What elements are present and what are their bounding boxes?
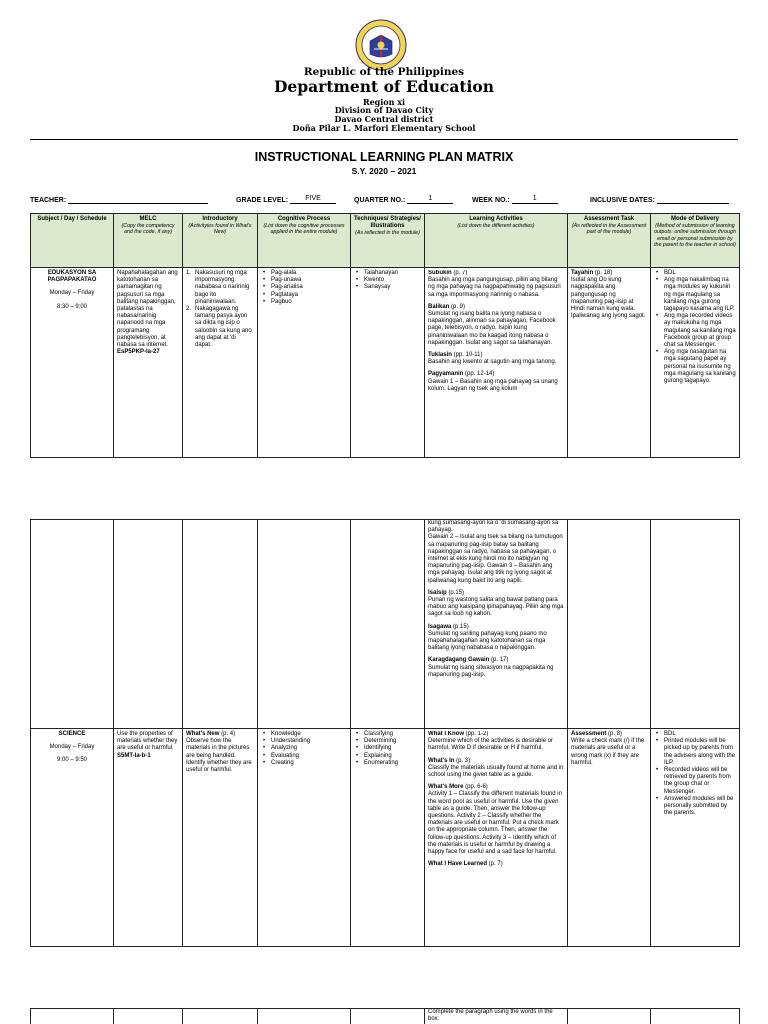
assessment-page: (p. 18) (593, 270, 613, 276)
list-item: 2. Nakagagawa ng tamang pasya ayon sa dikta ng isip o saloobin sa kung ano ang dapat at 'di dapat. (186, 306, 252, 349)
list-item: • Pag-unawa (261, 277, 347, 284)
quarter-field (354, 195, 453, 204)
subject-time: 8:30 – 9:00 (56, 303, 88, 310)
subject-cell (31, 520, 114, 729)
activity-block: kung sumasang-ayon ka o 'di sumasang-ayon sa pahayag. (428, 520, 559, 534)
list-item: • Ang mga recorded videos ay makukuha ng mga magulang sa kanilang mga Facebook group at group chat sa Messenger. (654, 313, 736, 349)
list-item: • Identifying (354, 745, 421, 752)
subject-days: Monday – Friday (49, 290, 95, 297)
list-item: • Pagtataya (261, 292, 347, 299)
assessment-heading: Assessment (571, 731, 607, 737)
activity-block: Tuklasin (pp. 10-11) Basahin ang kwento at sagutin ang mga tanong. (428, 352, 557, 366)
melc-cell (114, 729, 183, 947)
quarter-value: 1 (407, 195, 453, 204)
intro-page: (p. 4) (219, 731, 236, 737)
activity-block: What's In (p. 3) Classify the materials usually found at home and in school using the given table as a guide. (428, 757, 564, 779)
techniques-cell (351, 729, 425, 947)
list-item: 1. Nakasusuri ng mga impormasyong nababasa o naririnig bago ito pinaniniwalaan. (186, 270, 250, 305)
list-item: • Printed modules will be picked up by parents from the advisers along with the ILP. (654, 738, 736, 767)
activity-block: Isaisip (p.15) Punan ng wastong salita ang bawat patlang para mabuo ang kaisipang ipinapahayag. Piliin ang mga sagot sa loob ng kahon. (428, 589, 564, 618)
activity-block: What I Have Learned (p. 7) (428, 861, 503, 868)
activity-block: What I Know (pp. 1-2) Determine which of the activities is desirable or harmful. Write D if desirable or H if harmful. (428, 731, 554, 752)
assessment-cell (568, 1009, 651, 1024)
list-item: • Ang mga nasagutan na mga sagutang papel ay personal na isusumite ng mga magulang sa kanilang gurong tagapayo. (654, 349, 736, 385)
week-field (472, 195, 558, 204)
list-item: • Knowledge (261, 731, 347, 738)
header-divider (30, 139, 738, 140)
school-year: S.Y. 2020 – 2021 (351, 166, 417, 176)
melc-cell (114, 268, 183, 458)
assessment-text: Write a check mark (/) if the materials are useful or a wrong mark (x) if they are harmful. (571, 738, 645, 766)
header-republic: Republic of the Philippines (303, 66, 465, 78)
list-item: • Pagbuo (261, 299, 347, 306)
activity-block: Pagyamanin (pp. 12-14) Gawain 1 – Basahin ang mga pahayag sa unang kolum. Lagyan ng tsek ang kolum (428, 371, 558, 392)
teacher-field (30, 195, 208, 204)
teacher-value (68, 195, 208, 204)
quarter-label: QUARTER NO.: (354, 197, 408, 204)
list-item: • Talahanayan (354, 270, 421, 277)
subject-cell (31, 729, 114, 947)
assessment-page: (p. 8) (606, 731, 623, 737)
table-header-row (31, 214, 740, 268)
week-label: WEEK NO.: (472, 197, 512, 204)
subject-cell (31, 1009, 114, 1024)
mode-of-delivery-cell (651, 268, 740, 458)
ilp-matrix-table-continued (30, 519, 740, 947)
mode-of-delivery-cell (651, 729, 740, 947)
grade-level-value: FIVE (290, 195, 336, 204)
learning-activities-cell (425, 1009, 568, 1024)
introductory-cell (183, 520, 258, 729)
assessment-text: Isulat ang Oo kung nagpapakita ang pangungusap ng mapanuring pag-iisip at Hindi naman kung wala. Ipaliwanag ang iyong sagot. (571, 277, 646, 320)
activity-block: Balikan (p. 9) Sumulat ng isang balita na iyong nabasa o napakinggan, alinman sa pahayagan, Facebook page, telebisyon, o radyo. Isipin kung pinaniniwalaan mo ba kaagad itong nabasa o napakinggan. Isulat ang sagot sa talahanayan. (428, 303, 556, 346)
table-row-esp-continued (31, 520, 740, 729)
grade-level-label: GRADE LEVEL: (236, 197, 291, 204)
table-row-science-continued (31, 1009, 740, 1024)
intro-text: Observe how the materials in the pictures are being handled. Identify whether they are useful or harmful. (186, 738, 252, 774)
techniques-cell (351, 520, 425, 729)
assessment-cell (568, 729, 651, 947)
ilp-matrix-table (30, 213, 740, 458)
cognitive-process-cell (258, 268, 351, 458)
activity-block: What's More (pp. 6-6) Activity 1 – Classify the different materials found in the word pool as useful or harmful. Use the given table as a guide. Then, answer the follow-up questions. Activity 2 – Classify whether the materials are useful or harmful. Put a check mark on the appropriate column. Then, answer the follow-up questions. Activity 3 – Identify which of the materials is useful or harmful by drawing a happy face for useful and a sad face for harmful. (428, 784, 562, 856)
introductory-cell (183, 268, 258, 458)
activity-block: Gawain 2 – Isulat ang tsek sa bilang na tumutugon sa mapanuring pag-iisip batay sa balitang napakinggan sa radyo, nabasa sa pahayagan, o internet at ekis kung hindi mo ito nabigyan ng mapanuring pag-iisip. Gawain 3 – Basahin ang mga pahayag. Isulat ang titik ng iyong sagot at ipaliwanag kung bakit ito ang napili. (428, 534, 563, 584)
header-school: Doña Pilar L. Marfori Elementary School (292, 123, 476, 133)
list-item: • Answered modules will be personally submitted by the parents. (654, 796, 736, 818)
list-item: • Analyzing (261, 745, 347, 752)
melc-code: EsP5PKP-Ia-27 (117, 349, 160, 356)
list-item: • Understanding (261, 738, 347, 745)
cognitive-process-cell (258, 1009, 351, 1024)
techniques-cell (351, 268, 425, 458)
cognitive-process-cell (258, 729, 351, 947)
activity-block: Isagawa (p.15) Sumulat ng sariling pahayag kung paano mo mapahahalagahan ang katotohanan sa mga balitang iyong nababasa o napakinggan. (428, 623, 547, 652)
melc-text: Use the properties of materials whether they are useful or harmful. (117, 731, 178, 752)
column-header: Assessment Task (As reflected in the Assessment part of the module) (568, 214, 651, 268)
learning-activities-cell (425, 268, 568, 458)
cognitive-process-cell (258, 520, 351, 729)
assessment-cell (568, 268, 651, 458)
ilp-matrix-table-next-page (30, 1008, 740, 1024)
introductory-cell (183, 729, 258, 947)
header-region: Region xi (362, 97, 406, 107)
column-header: MELC (Copy the competency and the code, if any) (114, 214, 183, 268)
deped-seal-icon (355, 19, 407, 71)
week-value: 1 (512, 195, 558, 204)
list-item: • Classifying (354, 731, 421, 738)
melc-cell (114, 1009, 183, 1024)
table-row-science (31, 729, 740, 947)
column-header: Learning Activities (List down the different activities) (425, 214, 568, 268)
column-header: Subject / Day / Schedule (31, 214, 114, 268)
page-title: INSTRUCTIONAL LEARNING PLAN MATRIX (254, 150, 514, 164)
activity-block: Subukin (p. 7) Basahin ang mga pangungusap, piliin ang bilang ng mga pahayag na nagpapahiwatig ng pagsusuri sa mga impormasyong naririnig o nabasa. (428, 270, 561, 298)
list-item: • Explaining (354, 753, 421, 760)
list-item: • Determining (354, 738, 421, 745)
list-item: • Evaluating (261, 753, 347, 760)
melc-code: S5MT-Ia-b-1 (117, 752, 151, 759)
column-header: Cognitive Process (List down the cognitive processes applied in the entire module) (258, 214, 351, 268)
list-item: • Creating (261, 760, 347, 767)
list-item: • Ang mga nakalimbag na mga modules ay kukunin ng mga magulang sa kanilang mga gurong tagapayo kasama ang ILP. (654, 277, 736, 313)
inclusive-dates-field (590, 195, 729, 204)
subject-time: 9:00 – 9:50 (56, 757, 88, 764)
list-item: • Enumerating (354, 760, 421, 767)
intro-heading: What's New (186, 731, 220, 737)
list-item: • Pag-alala (261, 270, 347, 277)
inclusive-dates-label: INCLUSIVE DATES: (590, 197, 657, 204)
list-item: • Sanaysay (354, 284, 421, 291)
list-item: • Kwento (354, 277, 421, 284)
activity-block: Karagdagang Gawain (p. 17) Sumulat ng isang sitwasyon na nagpapakita ng mapanuring pag-iisip. (428, 657, 554, 678)
mode-of-delivery-cell (651, 520, 740, 729)
list-item: • BDL (654, 731, 736, 738)
techniques-cell (351, 1009, 425, 1024)
grade-level-field (236, 195, 336, 204)
melc-text: Napahahalagahan ang katotohanan sa pamamagitan ng pagsusuri sa mga balitang napakinggan, patalastas na nabasa/narinig napanood na mga programang pangtelebisyon, at nabasa sa internet. (117, 270, 178, 349)
list-item: • Pag-analisa (261, 284, 347, 291)
list-item: • Recorded videos will be retrieved by parents from the group chat or Messenger. (654, 767, 736, 796)
list-item: • BDL (654, 270, 736, 277)
header-district: Davao Central district (334, 114, 434, 124)
introductory-cell (183, 1009, 258, 1024)
table-row-esp (31, 268, 740, 458)
learning-activities-cell (425, 520, 568, 729)
column-header: Introductory (Activityies found in What's New) (183, 214, 258, 268)
inclusive-dates-value (657, 195, 729, 204)
learning-activities-cell (425, 729, 568, 947)
mode-of-delivery-cell (651, 1009, 740, 1024)
activity-text: Complete the paragraph using the words in the box. (428, 1009, 553, 1023)
assessment-cell (568, 520, 651, 729)
header-division: Division of Davao City (334, 105, 434, 115)
column-header: Mode of Delivery (Method of submission of learning outputs: online submission through email or personal submission by the parent to the teacher in school) (651, 214, 740, 268)
column-header: Techniques/ Strategies/ Illustrations (As reflected in the module) (351, 214, 425, 268)
header-department: Department of Education (273, 77, 495, 96)
melc-cell (114, 520, 183, 729)
teacher-label: TEACHER: (30, 197, 69, 204)
assessment-heading: Tayahin (571, 270, 594, 276)
subject-cell (31, 268, 114, 458)
subject-days: Monday – Friday (49, 744, 95, 751)
subject-name: SCIENCE (58, 731, 86, 737)
subject-name: EDUKASYON SA PAGPAPAKATAO (47, 270, 97, 284)
